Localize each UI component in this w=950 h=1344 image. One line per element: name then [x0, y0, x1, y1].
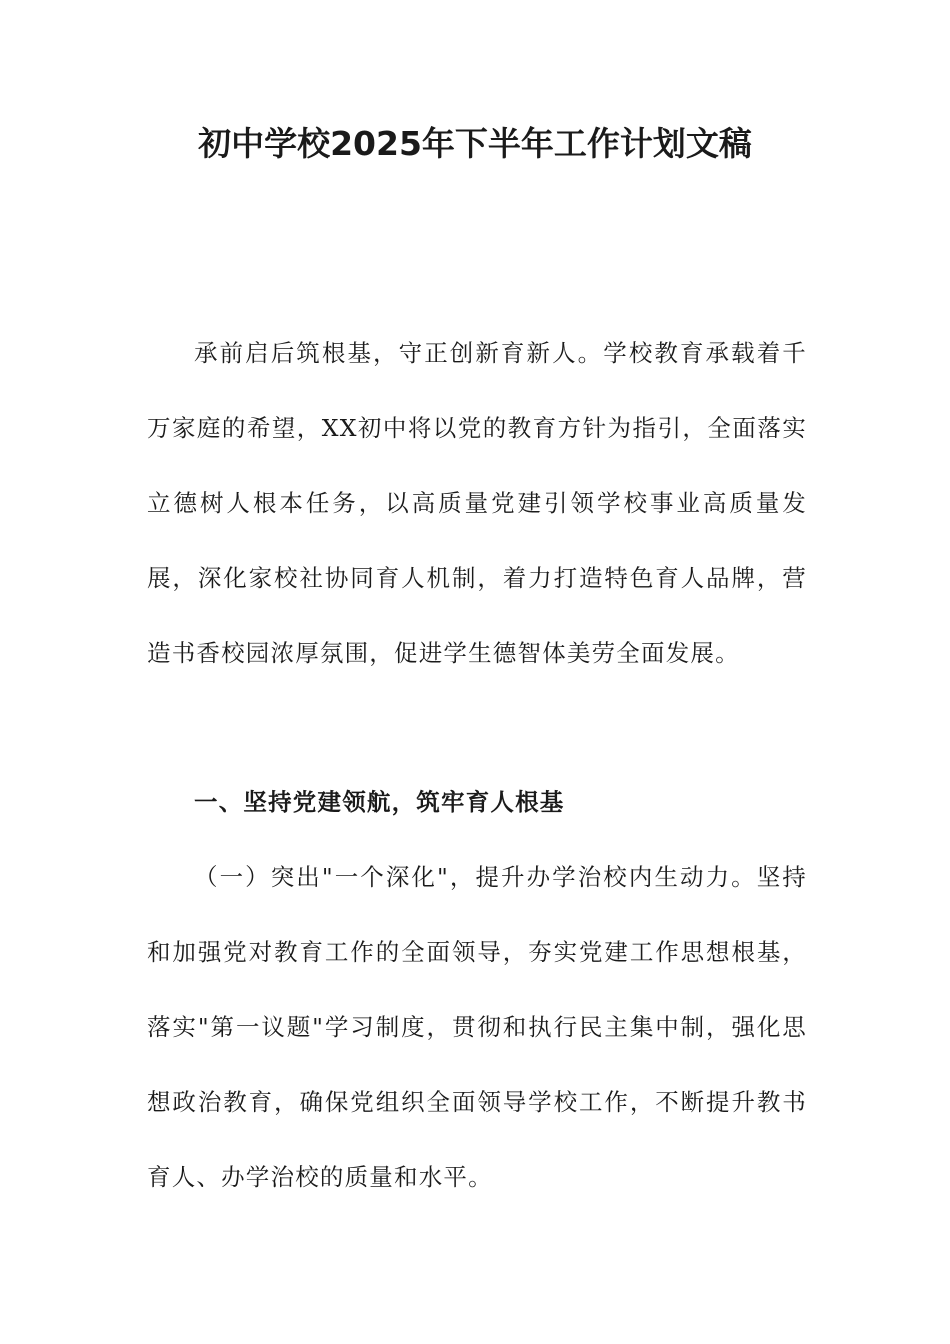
document-title: 初中学校2025年下半年工作计划文稿: [198, 124, 752, 163]
section-1-subsection-1-paragraph: （一）突出"一个深化"，提升办学治校内生动力。坚持和加强党对教育工作的全面领导，夯实党建工作思想根基，落实"第一议题"学习制度，贯彻和执行民主集中制，强化思想政治教育，确保党组织全面领导学校工作，不断提升教书育人、办学治校的质量和水平。: [147, 863, 807, 1191]
intro-paragraph: 承前启后筑根基，守正创新育新人。学校教育承载着千万家庭的希望，XX初中将以党的教育方针为指引，全面落实立德树人根本任务，以高质量党建引领学校事业高质量发展，深化家校社协同育人机制，着力打造特色育人品牌，营造书香校园浓厚氛围，促进学生德智体美劳全面发展。: [147, 339, 807, 667]
section-1-heading: 一、坚持党建领航，筑牢育人根基: [194, 788, 565, 816]
